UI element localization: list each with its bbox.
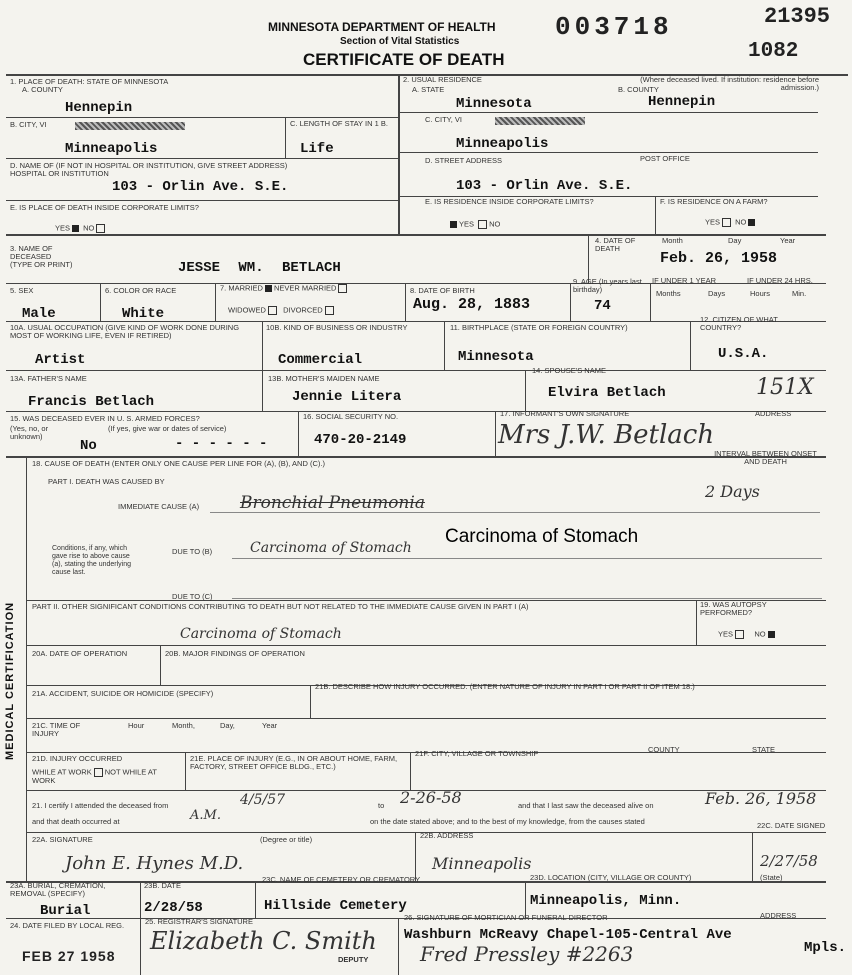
accident-label: 21A. ACCIDENT, SUICIDE OR HOMICIDE (SPECIFY) bbox=[32, 689, 214, 698]
due-to-b-handwritten: Carcinoma of Stomach bbox=[250, 540, 412, 556]
physician-address-value: Minneapolis bbox=[432, 854, 532, 873]
business-label: 10B. KIND OF BUSINESS OR INDUSTRY bbox=[266, 323, 408, 332]
cause-label: 18. CAUSE OF DEATH (ENTER ONLY ONE CAUSE PER LINE FOR (A), (B), AND (C).) bbox=[32, 459, 325, 468]
spouse-value: Elvira Betlach bbox=[548, 385, 666, 401]
autopsy-label: 19. WAS AUTOPSY PERFORMED? bbox=[700, 600, 767, 617]
state-label: A. STATE bbox=[412, 85, 445, 94]
month-label: Month, bbox=[172, 721, 195, 730]
physician-address-label: 22B. ADDRESS bbox=[420, 831, 474, 840]
age-value: 74 bbox=[594, 298, 611, 314]
file-stamp-number: 21395 bbox=[764, 4, 831, 29]
hours-label: Hours bbox=[750, 289, 771, 298]
street-label: D. STREET ADDRESS bbox=[425, 156, 502, 165]
post-office-label: POST OFFICE bbox=[640, 154, 690, 163]
work-options: WHILE AT WORK NOT WHILE AT WORK bbox=[32, 767, 157, 785]
mortician-signature: Fred Pressley #2263 bbox=[420, 942, 634, 966]
sex-label: 5. SEX bbox=[10, 286, 34, 295]
res-street-value: 103 - Orlin Ave. S.E. bbox=[456, 178, 633, 194]
cemetery-value: Hillside Cemetery bbox=[264, 898, 407, 914]
date-filed-label: 24. DATE FILED BY LOCAL REG. bbox=[10, 921, 125, 930]
age-label: 9. AGE (In years last birthday) bbox=[573, 277, 642, 294]
certificate-title: CERTIFICATE OF DEATH bbox=[303, 50, 505, 69]
occurred-tail-text: on the date stated above; and to the best of my knowledge, from the causes stated bbox=[370, 817, 645, 826]
to-text: to bbox=[378, 801, 385, 810]
findings-label: 20B. MAJOR FINDINGS OF OPERATION bbox=[165, 649, 305, 658]
inside-limits-yes: YES NO bbox=[55, 224, 107, 233]
place-of-death-label: 1. PLACE OF DEATH: STATE OF MINNESOTA bbox=[10, 77, 169, 86]
color-value: White bbox=[122, 306, 165, 322]
date-of-death-label: 4. DATE OF DEATH bbox=[595, 236, 636, 253]
year-label: Year bbox=[262, 721, 278, 730]
physician-signature: John E. Hynes M.D. bbox=[65, 853, 244, 874]
ssn-label: 16. SOCIAL SECURITY NO. bbox=[303, 412, 399, 421]
informant-label: 17. INFORMANT'S OWN SIGNATURE bbox=[500, 409, 630, 418]
redaction-mark bbox=[495, 117, 585, 125]
dob-label: 8. DATE OF BIRTH bbox=[410, 286, 475, 295]
business-value: Commercial bbox=[278, 352, 363, 368]
due-to-c-label: DUE TO (C) bbox=[172, 592, 213, 601]
place-of-injury-label: 21E. PLACE OF INJURY (E.G., IN OR ABOUT HOME, FARM, FACTORY, STREET OFFICE BLDG., ETC.) bbox=[190, 754, 398, 771]
last-saw-value: Feb. 26, 1958 bbox=[705, 789, 817, 808]
citizen-label: 12. CITIZEN OF WHAT COUNTRY? bbox=[700, 315, 778, 332]
marital-status: 7. MARRIED NEVER MARRIED bbox=[220, 284, 349, 293]
marital-status-2: WIDOWED DIVORCED bbox=[228, 306, 336, 315]
death-city-value: Minneapolis bbox=[65, 141, 158, 157]
occurred-at-value: A.M. bbox=[190, 808, 221, 823]
res-city-label: C. CITY, VI bbox=[425, 115, 462, 124]
immediate-cause-handwritten: Bronchial Pneumonia bbox=[240, 493, 425, 513]
cemetery-label: 23C. NAME OF CEMETERY OR CREMATORY bbox=[262, 875, 421, 884]
interval-label: INTERVAL BETWEEN ONSET AND DEATH bbox=[714, 449, 817, 466]
part2-handwritten: Carcinoma of Stomach bbox=[180, 626, 342, 642]
residence-label: 2. USUAL RESIDENCE bbox=[403, 75, 482, 84]
date-signed-value: 2/27/58 bbox=[760, 852, 818, 870]
informant-address-label: ADDRESS bbox=[755, 409, 792, 418]
registrar-signature: Elizabeth C. Smith bbox=[150, 927, 377, 955]
mortician-label: 26. SIGNATURE OF MORTICIAN OR FUNERAL DIRECTOR bbox=[404, 913, 608, 922]
injury-county-label: COUNTY bbox=[648, 745, 680, 754]
informant-signature: Mrs J.W. Betlach bbox=[498, 420, 715, 450]
year-label: Year bbox=[780, 236, 796, 245]
attended-text: 21. I certify I attended the deceased from bbox=[32, 801, 169, 810]
burial-date-value: 2/28/58 bbox=[144, 900, 203, 916]
father-value: Francis Betlach bbox=[28, 394, 155, 410]
deputy-label: DEPUTY bbox=[338, 955, 369, 964]
immediate-cause-label: IMMEDIATE CAUSE (A) bbox=[118, 502, 200, 511]
injury-state-label: STATE bbox=[752, 745, 776, 754]
degree-label: (Degree or title) bbox=[260, 835, 313, 844]
city-label: B. CITY, VI bbox=[10, 120, 47, 129]
operation-date-label: 20A. DATE OF OPERATION bbox=[32, 649, 128, 658]
medical-certification-side-label: MEDICAL CERTIFICATION bbox=[4, 601, 16, 760]
birthplace-label: 11. BIRTHPLACE (STATE OR FOREIGN COUNTRY) bbox=[450, 323, 628, 332]
armed-forces-label: 15. WAS DECEASED EVER IN U. S. ARMED FORCES? bbox=[10, 414, 200, 423]
date-filed-stamp: FEB 27 1958 bbox=[22, 948, 116, 964]
armed-sub2-label: (If yes, give war or dates of service) bbox=[108, 424, 227, 433]
last-saw-text: and that I last saw the deceased alive on bbox=[518, 801, 654, 810]
citizen-value: U.S.A. bbox=[718, 346, 769, 362]
checked-box-icon bbox=[748, 219, 755, 226]
checked-box-icon bbox=[768, 631, 775, 638]
res-inside-yes: YES NO bbox=[448, 220, 500, 229]
spouse-annotation: 151X bbox=[756, 375, 814, 400]
months-label: Months bbox=[656, 289, 681, 298]
month-label: Month bbox=[662, 236, 683, 245]
injury-city-label: 21F. CITY, VILLAGE OR TOWNSHIP bbox=[415, 749, 539, 758]
empty-box-icon bbox=[96, 224, 105, 233]
burial-location-value: Minneapolis, Minn. bbox=[530, 893, 682, 909]
empty-box-icon bbox=[722, 218, 731, 227]
under-1-year-label: IF UNDER 1 YEAR bbox=[652, 276, 717, 285]
due-to-b-label: DUE TO (B) bbox=[172, 547, 213, 556]
empty-box-icon bbox=[325, 306, 334, 315]
mother-label: 13B. MOTHER'S MAIDEN NAME bbox=[268, 374, 380, 383]
occurred-text: and that death occurred at bbox=[32, 817, 120, 826]
interval-a-value: 2 Days bbox=[705, 482, 760, 501]
injury-occurred-label: 21D. INJURY OCCURRED bbox=[32, 754, 123, 763]
mortician-city-value: Mpls. bbox=[804, 940, 847, 956]
burial-label: 23A. BURIAL, CREMATION, REMOVAL (SPECIFY) bbox=[10, 881, 106, 898]
part1-label: PART I. DEATH WAS CAUSED BY bbox=[48, 477, 165, 486]
mother-value: Jennie Litera bbox=[292, 389, 402, 405]
checked-box-icon bbox=[72, 225, 79, 232]
hour-label: Hour bbox=[128, 721, 145, 730]
sex-value: Male bbox=[22, 306, 56, 322]
occupation-label: 10A. USUAL OCCUPATION (GIVE KIND OF WORK DONE DURING MOST OF WORKING LIFE, EVEN IF RETIRED) bbox=[10, 323, 240, 340]
checked-box-icon bbox=[265, 285, 272, 292]
under-24-hrs-label: IF UNDER 24 HRS. bbox=[747, 276, 813, 285]
hospital-value: 103 - Orlin Ave. S.E. bbox=[112, 179, 289, 195]
day-label: Day bbox=[728, 236, 742, 245]
farm-label: F. IS RESIDENCE ON A FARM? bbox=[660, 197, 768, 206]
hospital-label: D. NAME OF (IF NOT IN HOSPITAL OR INSTITUTION, GIVE STREET ADDRESS) HOSPITAL OR INSTITUTION bbox=[10, 161, 288, 178]
color-label: 6. COLOR OR RACE bbox=[105, 286, 177, 295]
empty-box-icon bbox=[478, 220, 487, 229]
conditions-note: Conditions, if any, which gave rise to above cause (a), stating the underlying cause last. bbox=[52, 545, 131, 576]
attended-from-value: 4/5/57 bbox=[240, 792, 286, 808]
father-label: 13A. FATHER'S NAME bbox=[10, 374, 87, 383]
deceased-name-value: JESSE WM. BETLACH bbox=[178, 260, 341, 276]
county-label: A. COUNTY bbox=[22, 85, 63, 94]
attended-to-value: 2-26-58 bbox=[400, 788, 462, 807]
autopsy-answer: YES NO bbox=[718, 630, 777, 639]
birthplace-value: Minnesota bbox=[458, 349, 534, 365]
occupation-value: Artist bbox=[35, 352, 86, 368]
armed-sub-label: (Yes, no, or unknown) bbox=[10, 424, 49, 441]
redaction-mark bbox=[75, 122, 185, 130]
burial-date-label: 23B. DATE bbox=[144, 881, 181, 890]
registrar-label: 25. REGISTRAR'S SIGNATURE bbox=[145, 917, 253, 926]
inside-limits-label: E. IS PLACE OF DEATH INSIDE CORPORATE LIMITS? bbox=[10, 203, 199, 212]
days-label: Days bbox=[708, 289, 726, 298]
stay-label: C. LENGTH OF STAY IN 1 B. bbox=[290, 119, 388, 128]
res-state-value: Minnesota bbox=[456, 96, 532, 112]
mortician-address-label: ADDRESS bbox=[760, 911, 797, 920]
date-of-death-value: Feb. 26, 1958 bbox=[660, 250, 778, 267]
residence-note: (Where deceased lived. If institution: residence before admission.) bbox=[640, 75, 819, 92]
injury-desc-label: 21B. DESCRIBE HOW INJURY OCCURRED. (ENTER NATURE OF INJURY IN PART I OR PART II OF ITEM 18.) bbox=[315, 682, 695, 691]
armed-dates-value: - - - - - - bbox=[175, 436, 268, 452]
ssn-value: 470-20-2149 bbox=[314, 432, 407, 448]
volume-stamp-number: 1082 bbox=[748, 40, 799, 63]
date-signed-label: 22C. DATE SIGNED bbox=[757, 821, 826, 830]
res-county-label: B. COUNTY bbox=[618, 85, 659, 94]
farm-answer: YES NO bbox=[705, 218, 757, 227]
burial-state-label: (State) bbox=[760, 873, 783, 882]
day-label: Day, bbox=[220, 721, 235, 730]
dob-value: Aug. 28, 1883 bbox=[413, 296, 531, 313]
armed-value: No bbox=[80, 438, 97, 454]
burial-value: Burial bbox=[40, 903, 91, 919]
time-of-injury-label: 21C. TIME OF INJURY bbox=[32, 721, 81, 738]
min-label: Min. bbox=[792, 289, 807, 298]
empty-box-icon bbox=[338, 284, 347, 293]
empty-box-icon bbox=[735, 630, 744, 639]
empty-box-icon bbox=[94, 768, 103, 777]
name-label: 3. NAME OF DECEASED (TYPE OR PRINT) bbox=[10, 244, 73, 269]
res-inside-label: E. IS RESIDENCE INSIDE CORPORATE LIMITS? bbox=[425, 197, 594, 206]
burial-location-label: 23D. LOCATION (CITY, VILLAGE OR COUNTY) bbox=[530, 873, 692, 882]
stay-value: Life bbox=[300, 141, 334, 157]
certificate-number: 003718 bbox=[555, 12, 673, 42]
res-city-value: Minneapolis bbox=[456, 136, 549, 152]
checked-box-icon bbox=[450, 221, 457, 228]
department-heading: MINNESOTA DEPARTMENT OF HEALTH bbox=[268, 20, 496, 34]
mortician-value: Washburn McReavy Chapel-105-Central Ave bbox=[404, 927, 732, 943]
death-county-value: Hennepin bbox=[65, 100, 133, 116]
signature-label: 22A. SIGNATURE bbox=[32, 835, 93, 844]
empty-box-icon bbox=[268, 306, 277, 315]
part2-label: PART II. OTHER SIGNIFICANT CONDITIONS CONTRIBUTING TO DEATH BUT NOT RELATED TO THE IMMEDIATE CAUSE GIVEN IN PART I (A) bbox=[32, 602, 529, 611]
typed-cause-annotation: Carcinoma of Stomach bbox=[445, 526, 639, 547]
section-heading: Section of Vital Statistics bbox=[340, 36, 460, 47]
spouse-label: 14. SPOUSE'S NAME bbox=[532, 366, 606, 375]
res-county-value: Hennepin bbox=[648, 94, 716, 110]
